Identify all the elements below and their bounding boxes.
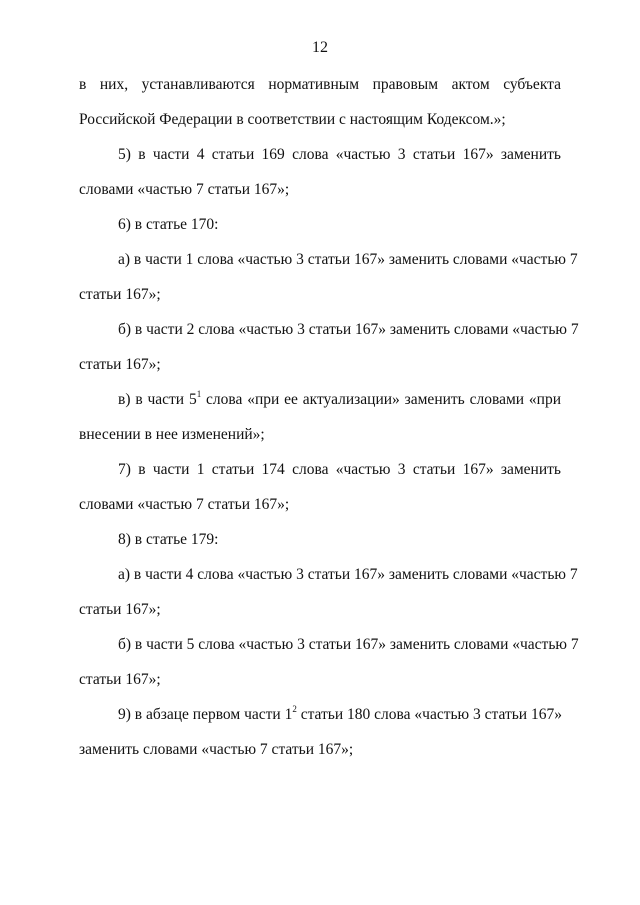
page-number: 12 [312,39,328,56]
text-line: 5) в части 4 статьи 169 слова «частью 3 статьи 167» заменить [118,146,561,163]
text-line: статьи 167»; [79,671,161,688]
document-body [79,75,579,775]
line-segment: 9) в абзаце первом части 1 [118,706,293,723]
text-line: статьи 167»; [79,356,161,373]
text-line: 7) в части 1 статьи 174 слова «частью 3 статьи 167» заменить [118,461,561,478]
text-line: б) в части 2 слова «частью 3 статьи 167» заменить словами «частью 7 [118,321,579,338]
superscript: 1 [196,388,202,399]
text-line: 6) в статье 170: [118,216,219,233]
text-line: заменить словами «частью 7 статьи 167»; [79,741,354,758]
text-line: словами «частью 7 статьи 167»; [79,181,290,198]
text-line: б) в части 5 слова «частью 3 статьи 167» заменить словами «частью 7 [118,636,579,653]
text-line: в них, устанавливаются нормативным правовым актом субъекта [79,76,561,93]
text-line: Российской Федерации в соответствии с настоящим Кодексом.»; [79,111,506,128]
text-line: словами «частью 7 статьи 167»; [79,496,290,513]
text-line: внесении в нее изменений»; [79,426,265,443]
text-line: а) в части 4 слова «частью 3 статьи 167» заменить словами «частью 7 [118,566,578,583]
line-segment: слова «при ее актуализации» заменить словами «при [201,391,561,408]
text-line: статьи 167»; [79,601,161,618]
text-line: статьи 167»; [79,286,161,303]
text-line [79,705,561,725]
text-line: а) в части 1 слова «частью 3 статьи 167» заменить словами «частью 7 [118,251,578,268]
line-segment: в) в части 5 [118,391,197,408]
text-line [79,390,561,410]
text-line: 8) в статье 179: [118,531,219,548]
superscript: 2 [292,703,297,714]
line-segment: статьи 180 слова «частью 3 статьи 167» [296,706,562,723]
